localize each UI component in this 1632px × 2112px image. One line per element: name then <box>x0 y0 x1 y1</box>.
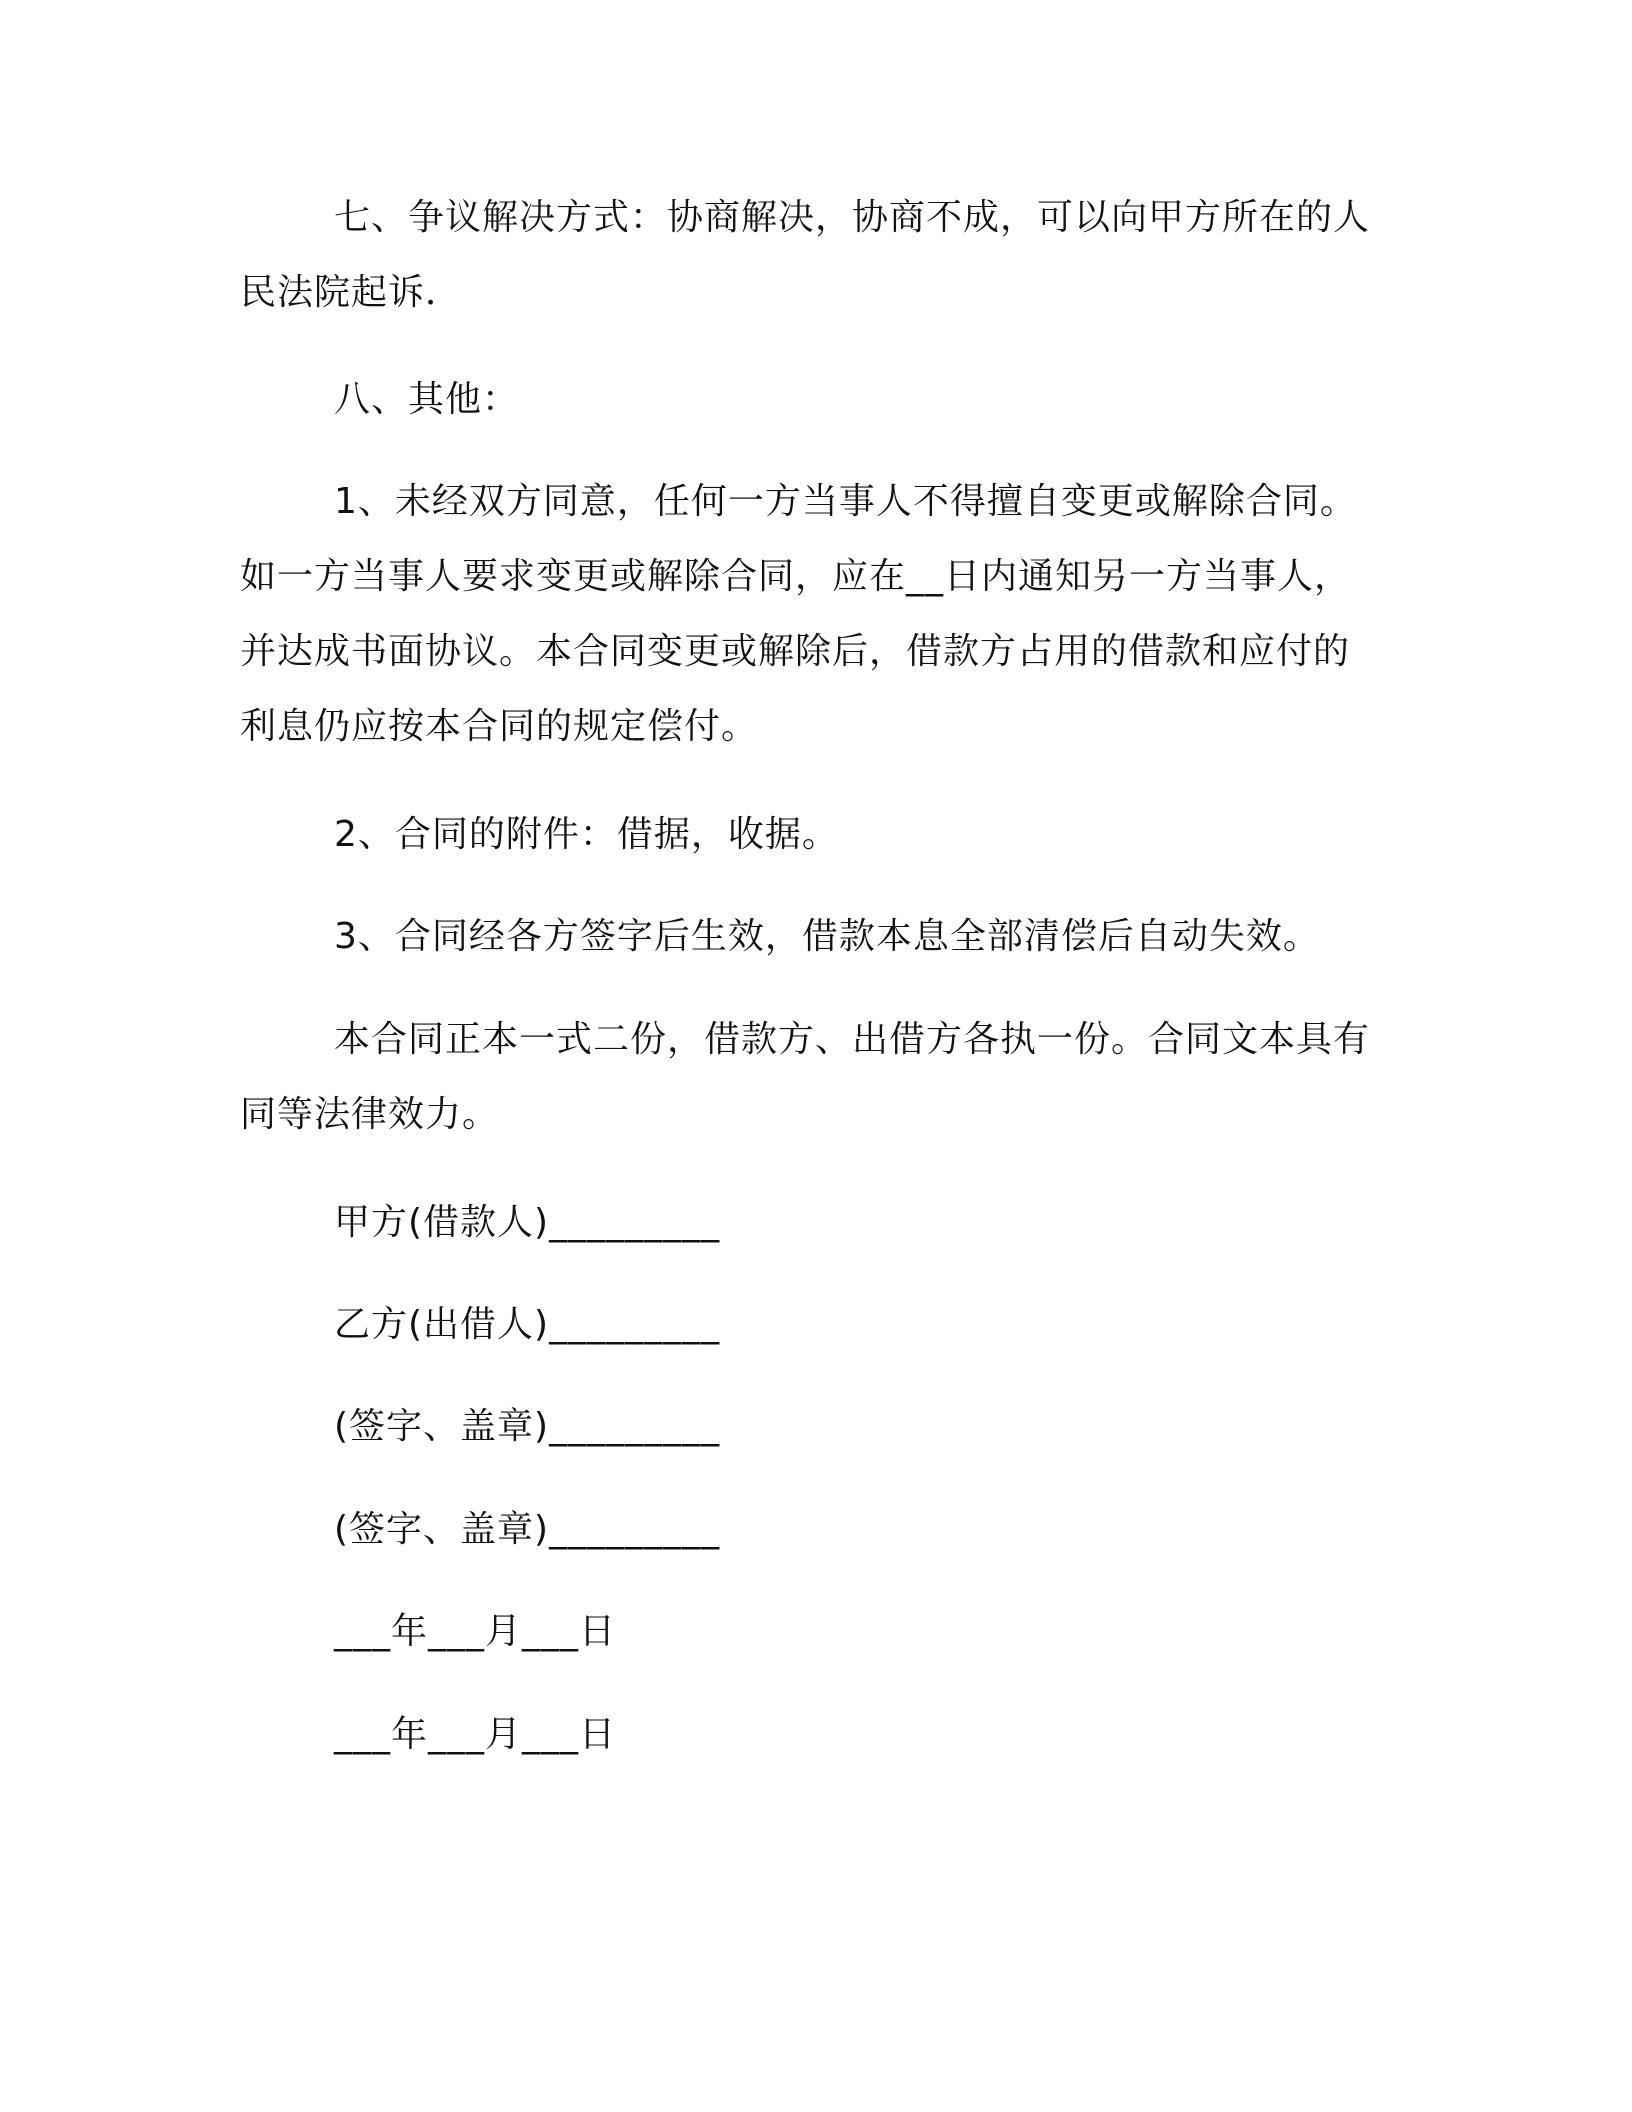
clause-8-item-2: 2、合同的附件：借据，收据。 <box>334 814 839 855</box>
clause-8-heading: 八、其他： <box>334 379 520 420</box>
party-b-signature-line: 乙方(出借人)_________ <box>334 1304 721 1345</box>
sign-seal-line-1: (签字、盖章)_________ <box>334 1406 721 1447</box>
date-line-2: ___年___月___日 <box>334 1714 617 1755</box>
sign-seal-line-2: (签字、盖章)_________ <box>334 1509 721 1550</box>
copies-clause: 本合同正本一式二份，借款方、出借方各执一份。合同文本具有同等法律效力。 <box>240 1019 1371 1135</box>
party-a-signature-line: 甲方(借款人)_________ <box>334 1202 721 1243</box>
clause-8-item-1: 1、未经双方同意，任何一方当事人不得擅自变更或解除合同。如一方当事人要求变更或解除合同，应在__日内通知另一方当事人，并达成书面协议。本合同变更或解除后，借款方占用的借款和应付的利息仍应按本合同的规定偿付。 <box>240 481 1357 747</box>
clause-7-dispute-resolution: 七、争议解决方式：协商解决，协商不成，可以向甲方所在的人民法院起诉． <box>240 197 1371 313</box>
clause-8-item-3: 3、合同经各方签字后生效，借款本息全部清偿后自动失效。 <box>334 916 1320 957</box>
date-line-1: ___年___月___日 <box>334 1611 617 1652</box>
